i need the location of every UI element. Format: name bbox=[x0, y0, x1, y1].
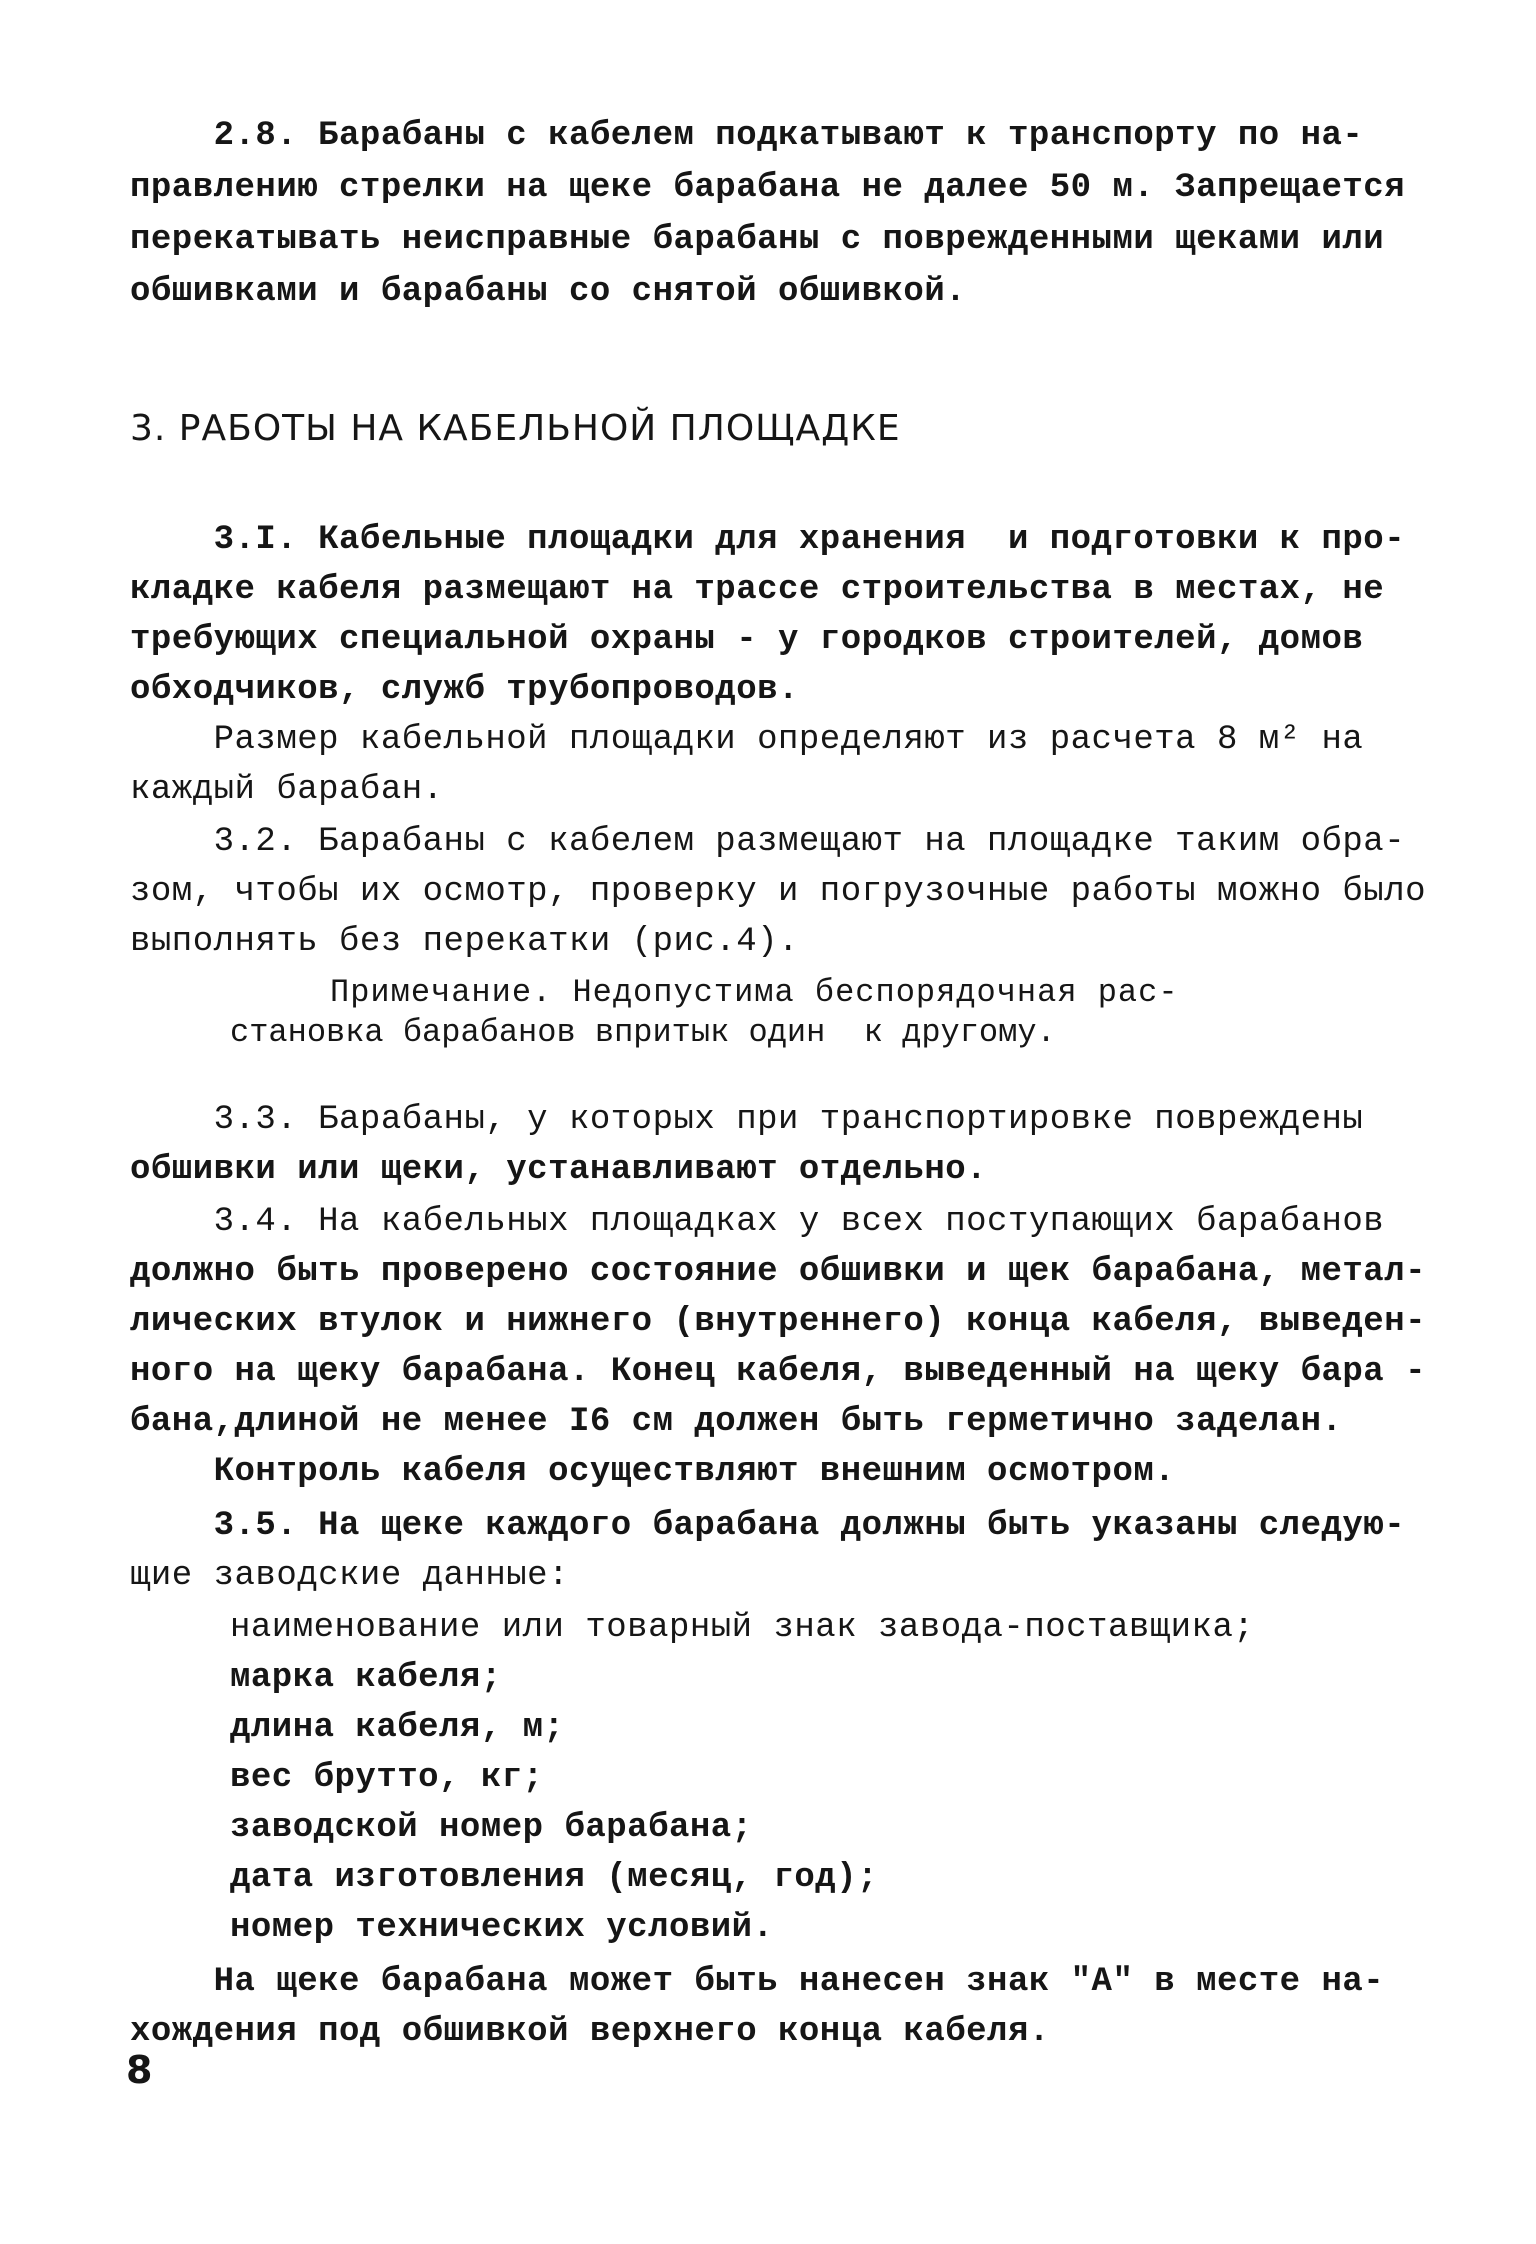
para-3-5-line-1: 3.5. На щеке каждого барабана должны быть указаны следую- bbox=[130, 1507, 1406, 1545]
para-3-4-line-6: Контроль кабеля осуществляют внешним осмотром. bbox=[130, 1453, 1176, 1491]
para-3-5-closing-line-2: хождения под обшивкой верхнего конца кабеля. bbox=[130, 2013, 1050, 2051]
para-3-3-line-1: 3.3. Барабаны, у которых при транспортировке повреждены bbox=[130, 1101, 1364, 1139]
para-3-5-closing-line-1: На щеке барабана может быть нанесен знак "А" в месте на- bbox=[130, 1963, 1385, 2001]
para-3-1-size-line-2: каждый барабан. bbox=[130, 771, 444, 809]
para-3-4-line-2: должно быть проверено состояние обшивки и щек барабана, метал- bbox=[130, 1253, 1427, 1291]
list-item: номер технических условий. bbox=[230, 1909, 774, 1947]
note-line-2: становка барабанов впритык один к другому. bbox=[230, 1014, 1056, 1051]
para-3-3-line-2: обшивки или щеки, устанавливают отдельно. bbox=[130, 1151, 988, 1189]
note-line-1: Примечание. Недопустима беспорядочная рас- bbox=[330, 974, 1179, 1011]
page-number: 8 bbox=[126, 2048, 153, 2092]
para-3-1-line-2: кладке кабеля размещают на трассе строительства в местах, не bbox=[130, 571, 1385, 609]
para-3-4-line-3: лических втулок и нижнего (внутреннего) конца кабеля, выведен- bbox=[130, 1303, 1427, 1341]
para-3-2-line-1: 3.2. Барабаны с кабелем размещают на площадке таким обра- bbox=[130, 823, 1406, 861]
section-heading: 3. РАБОТЫ НА КАБЕЛЬНОЙ ПЛОЩАДКЕ bbox=[130, 408, 901, 449]
list-item: длина кабеля, м; bbox=[230, 1709, 565, 1747]
para-3-2-line-2: зом, чтобы их осмотр, проверку и погрузочные работы можно было bbox=[130, 873, 1427, 911]
para-2-8-line-1: 2.8. Барабаны с кабелем подкатывают к транспорту по на- bbox=[130, 117, 1364, 155]
list-item: вес брутто, кг; bbox=[230, 1759, 544, 1797]
para-3-1-line-4: обходчиков, служб трубопроводов. bbox=[130, 671, 799, 709]
para-2-8-line-3: перекатывать неисправные барабаны с поврежденными щеками или bbox=[130, 221, 1385, 259]
para-3-1-line-1: 3.I. Кабельные площадки для хранения и подготовки к про- bbox=[130, 521, 1406, 559]
list-item: дата изготовления (месяц, год); bbox=[230, 1859, 879, 1897]
para-3-4-line-5: бана,длиной не менее I6 см должен быть герметично заделан. bbox=[130, 1403, 1343, 1441]
list-item: заводской номер барабана; bbox=[230, 1809, 753, 1847]
para-3-2-line-3: выполнять без перекатки (рис.4). bbox=[130, 923, 799, 961]
para-3-5-line-2: щие заводские данные: bbox=[130, 1557, 569, 1595]
para-3-1-line-3: требующих специальной охраны - у городков строителей, домов bbox=[130, 621, 1364, 659]
para-3-1-size-line-1: Размер кабельной площадки определяют из расчета 8 м² на bbox=[130, 721, 1364, 759]
para-3-4-line-1: 3.4. На кабельных площадках у всех поступающих барабанов bbox=[130, 1203, 1385, 1241]
list-item: наименование или товарный знак завода-поставщика; bbox=[230, 1609, 1255, 1647]
para-2-8-line-4: обшивками и барабаны со снятой обшивкой. bbox=[130, 273, 967, 311]
para-2-8-line-2: правлению стрелки на щеке барабана не далее 50 м. Запрещается bbox=[130, 169, 1406, 207]
para-3-4-line-4: ного на щеку барабана. Конец кабеля, выведенный на щеку бара - bbox=[130, 1353, 1427, 1391]
list-item: марка кабеля; bbox=[230, 1659, 502, 1697]
